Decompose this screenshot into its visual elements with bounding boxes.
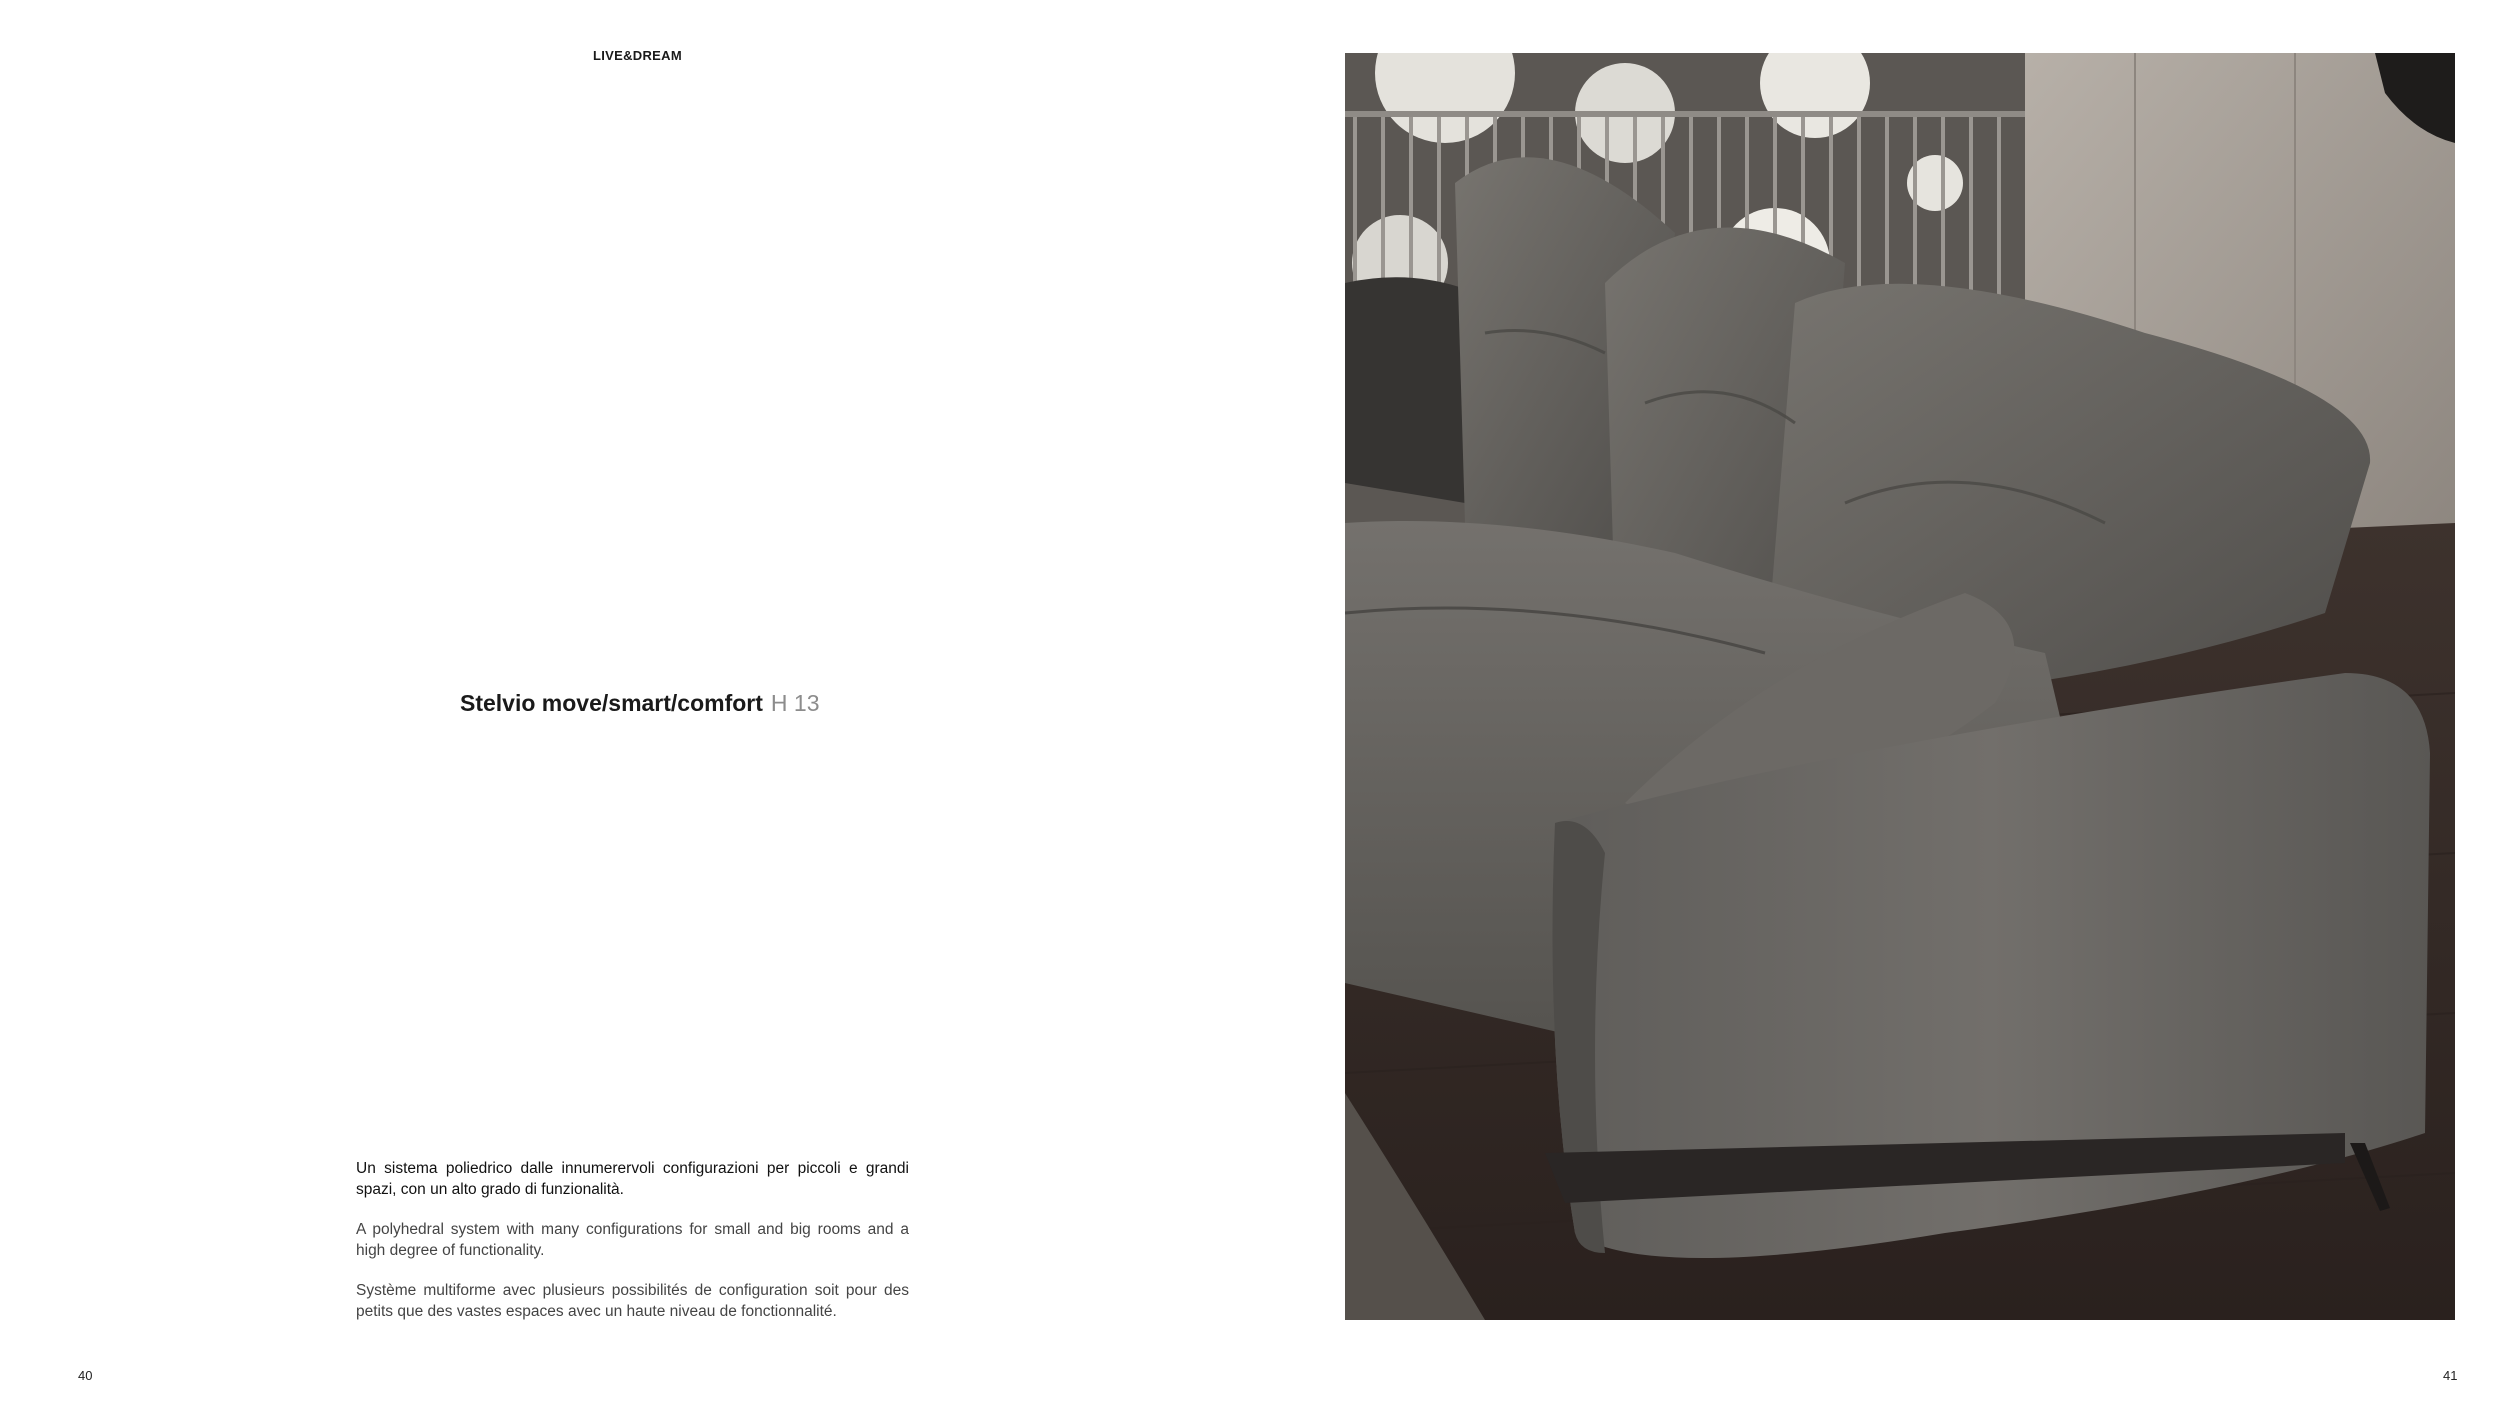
brand-label: LIVE&DREAM [593,48,682,63]
sofa-illustration [1345,53,2455,1320]
product-photo [1345,53,2455,1320]
description-italian: Un sistema poliedrico dalle innumerervoli configurazioni per piccoli e grandi spazi, con un alto grado di funzionalità. [356,1160,909,1198]
product-title [460,690,820,717]
product-descriptions [356,1158,909,1341]
page-number-left: 40 [78,1368,93,1383]
product-name: Stelvio move/smart/comfort [460,690,763,716]
description-french: Système multiforme avec plusieurs possibilités de configuration soit pour des petits que des vastes espaces avec un haute niveau de fonctionnalité. [356,1282,909,1320]
product-code: H 13 [770,690,820,716]
description-english: A polyhedral system with many configurations for small and big rooms and a high degree of functionality. [356,1221,909,1259]
page-number-right: 41 [2443,1368,2458,1383]
